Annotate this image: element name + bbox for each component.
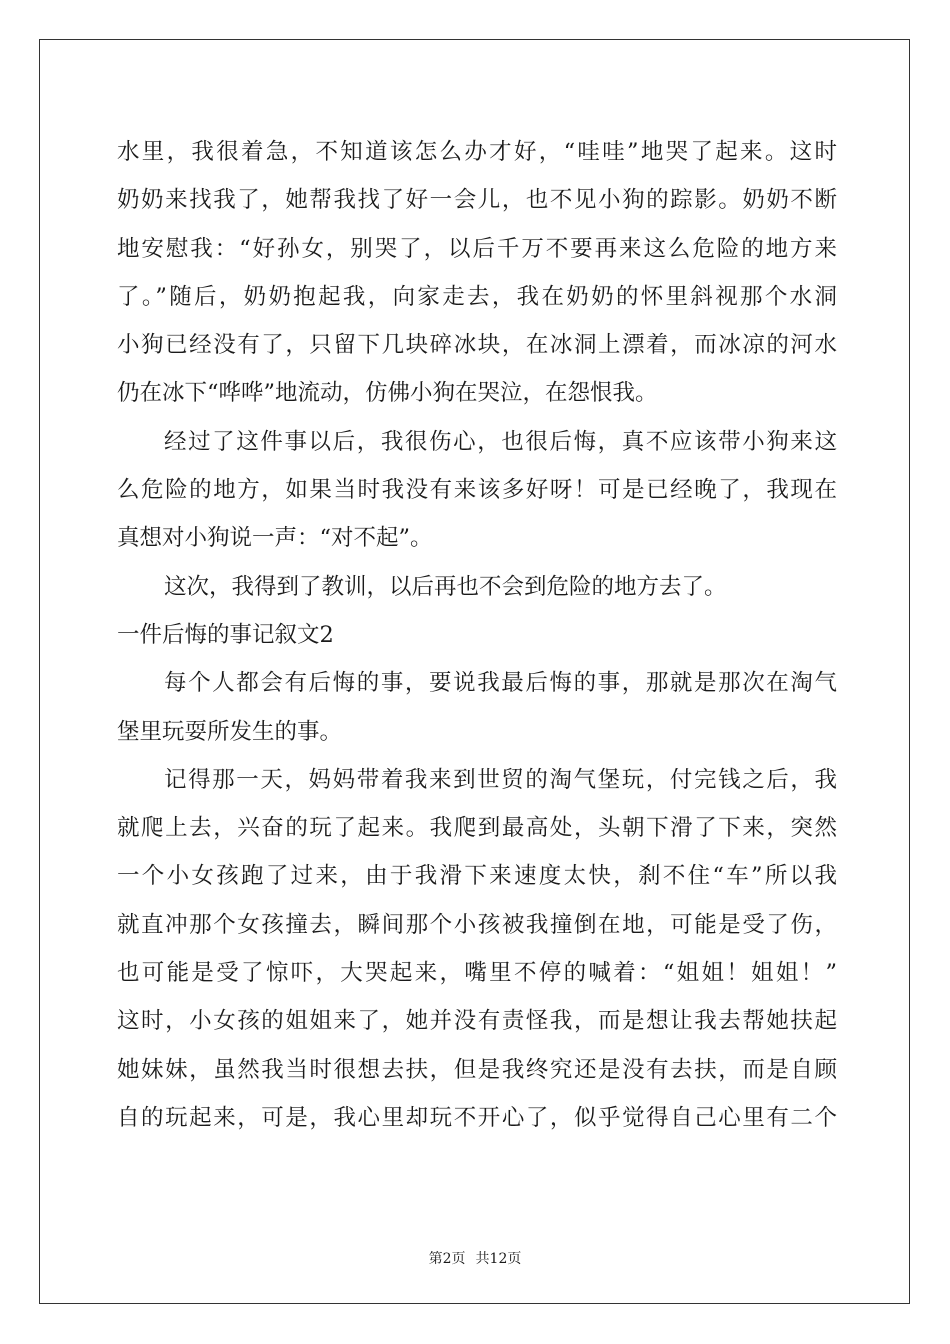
text-line: 也可能是受了惊吓，大哭起来，嘴里不停的喊着：“姐姐！姐姐！”: [117, 960, 837, 987]
paragraph-start-line: 这次，我得到了教训，以后再也不会到危险的地方去了。: [164, 573, 727, 600]
text-line: 自的玩起来，可是，我心里却玩不开心了，似乎觉得自己心里有二个: [117, 1104, 837, 1131]
text-line: 就直冲那个女孩撞去，瞬间那个小孩被我撞倒在地，可能是受了伤，: [117, 911, 837, 938]
section-heading: 一件后悔的事记叙文2: [117, 621, 334, 648]
paragraph-start-line: 经过了这件事以后，我很伤心，也很后悔，真不应该带小狗来这: [164, 428, 837, 455]
paragraph-start-line: 记得那一天，妈妈带着我来到世贸的淘气堡玩，付完钱之后，我: [164, 766, 837, 793]
text-line: 堡里玩耍所发生的事。: [117, 718, 343, 745]
text-line: 真想对小狗说一声：“对不起”。: [117, 525, 433, 552]
text-line: 地安慰我：“好孙女，别哭了，以后千万不要再来这么危险的地方来: [117, 235, 837, 262]
text-line: 一个小女孩跑了过来，由于我滑下来速度太快，刹不住“车”所以我: [117, 863, 837, 890]
text-line: 水里，我很着急，不知道该怎么办才好，“哇哇”地哭了起来。这时: [117, 139, 837, 165]
page-footer: [0, 1248, 950, 1268]
text-line: 奶奶来找我了，她帮我找了好一会儿，也不见小狗的踪影。奶奶不断: [117, 187, 837, 214]
page-number: 第2页: [428, 1251, 466, 1267]
text-line: 么危险的地方，如果当时我没有来该多好呀！可是已经晚了，我现在: [117, 477, 837, 504]
page-total: 共12页: [475, 1251, 522, 1267]
text-line: 小狗已经没有了，只留下几块碎冰块，在冰洞上漂着，而冰凉的河水: [117, 332, 837, 359]
text-line: 仍在冰下“哗哗”地流动，仿佛小狗在哭泣，在怨恨我。: [117, 380, 658, 407]
text-line: 她妹妹，虽然我当时很想去扶，但是我终究还是没有去扶，而是自顾: [117, 1056, 837, 1083]
text-line: 了。”随后，奶奶抱起我，向家走去，我在奶奶的怀里斜视那个水洞: [117, 283, 837, 310]
paragraph-start-line: 每个人都会有后悔的事，要说我最后悔的事，那就是那次在淘气: [164, 670, 837, 697]
document-body: [117, 128, 837, 1142]
text-line: 这时，小女孩的姐姐来了，她并没有责怪我，而是想让我去帮她扶起: [117, 1008, 837, 1035]
text-line: 就爬上去，兴奋的玩了起来。我爬到最高处，头朝下滑了下来，突然: [117, 815, 837, 842]
